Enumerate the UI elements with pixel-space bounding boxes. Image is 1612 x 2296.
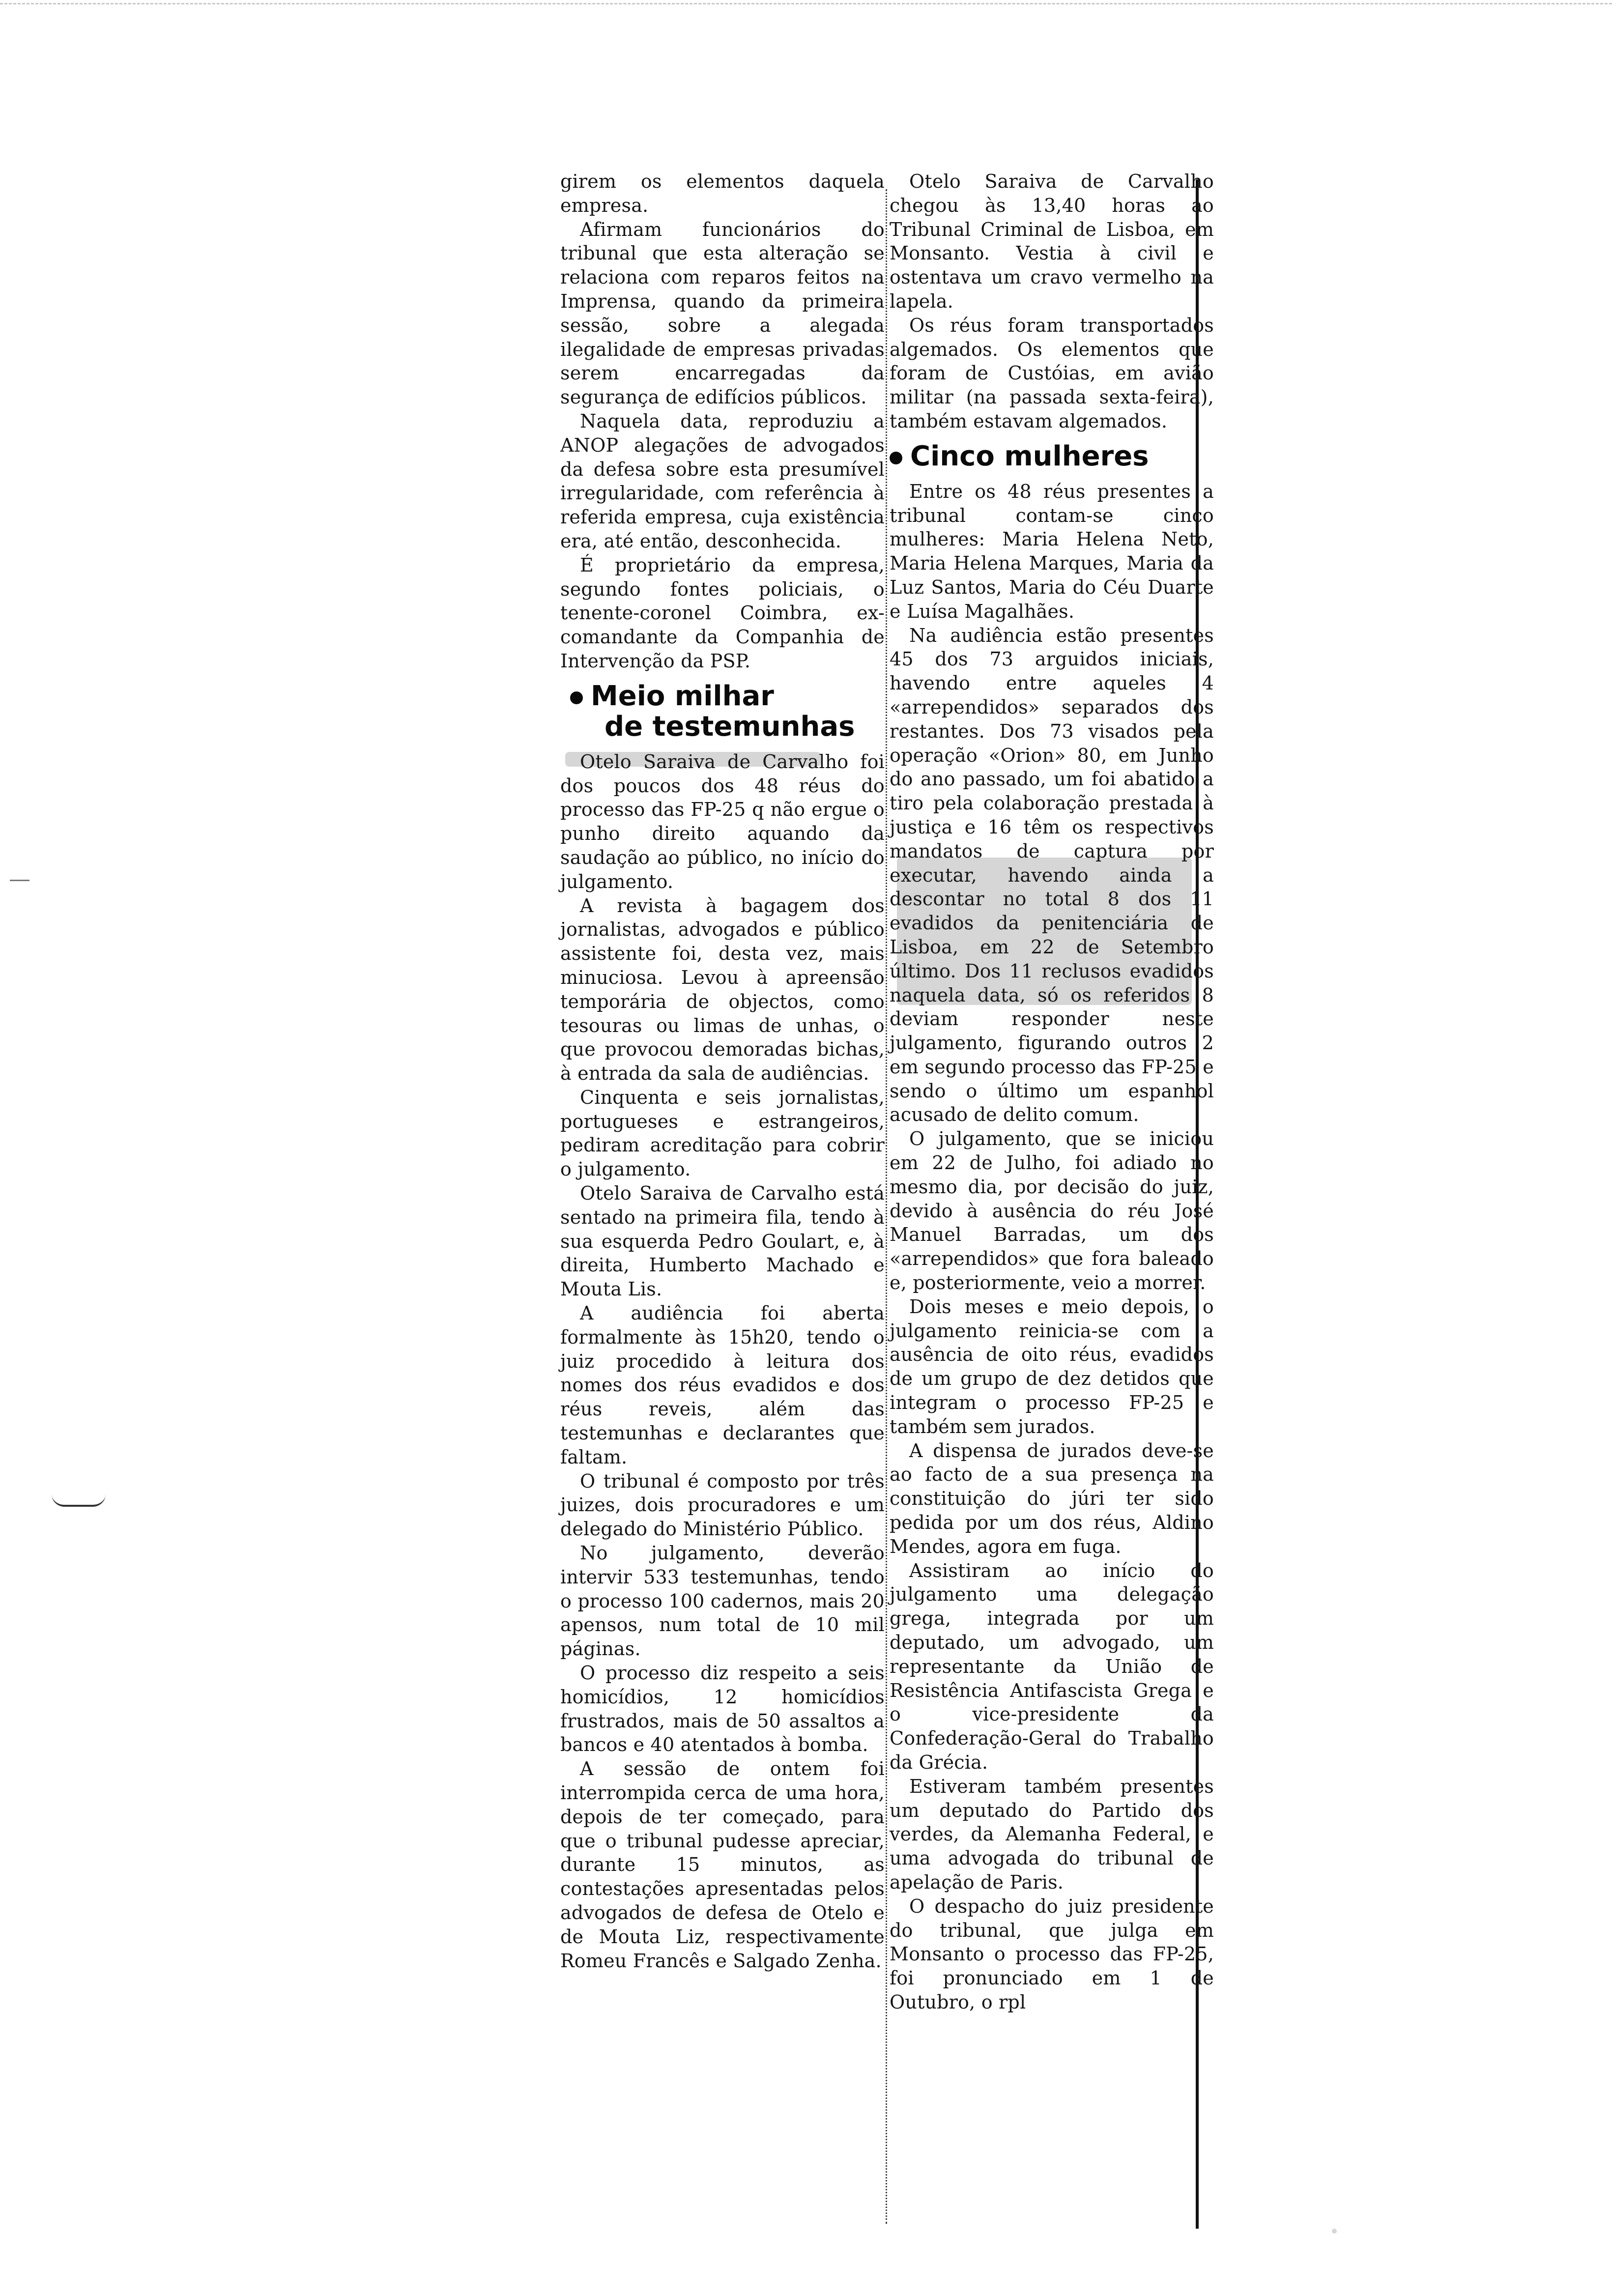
article-paragraph: Dois meses e meio depois, o julgamento reinicia-se com a ausência de oito réus, evadidos de um grupo de dez detidos que integram o processo FP-25 e também sem jurados.: [890, 1295, 1214, 1437]
article-paragraph: Na audiência estão presentes 45 dos 73 arguidos iniciais, havendo entre aqueles 4 «arrependidos» separados dos restantes. Dos 73 visados pela operação «Orion» 80, em Junho do ano passado, um foi abatido a tiro pela colaboração prestada à justiça e 16 têm os respectivos mandatos de captura por executar, havendo ainda a descontar no total 8 dos 11 evadidos da penitenciária de Lisboa, em 22 de Setembro último. Dos 11 reclusos evadidos naquela data, só os referidos 8 deviam responder neste julgamento, figurando outros 2 em segundo processo das FP-25 e sendo o último um espanhol acusado de delito comum.: [890, 624, 1214, 1126]
scan-smudge: [897, 858, 1192, 1005]
scan-smudge: [565, 752, 821, 767]
section-heading-line: Cinco mulheres: [910, 440, 1149, 472]
article-paragraph: É proprietário da empresa, segundo fontes policiais, o tenente-coronel Coimbra, ex-comandante da Companhia de Intervenção da PSP.: [560, 554, 885, 672]
article-paragraph: A revista à bagagem dos jornalistas, advogados e público assistente foi, desta vez, mais minuciosa. Levou à apreensão temporária de objectos, como tesouras ou limas de unhas, o que provocou demoradas bichas, à entrada da sala de audiências.: [560, 894, 885, 1085]
article-paragraph: Estiveram também presentes um deputado do Partido dos verdes, da Alemanha Federal, e uma advogada do tribunal de apelação de Paris.: [890, 1775, 1214, 1893]
article-paragraph: Os réus foram transportados algemados. Os elementos que foram de Custóias, em avião militar (na passada sexta-feira), também estavam algemados.: [890, 314, 1214, 432]
article-paragraph: A sessão de ontem foi interrompida cerca de uma hora, depois de ter começado, para que o tribunal pudesse apreciar, durante 15 minutos, as contestações apresentadas pelos advogados de defesa de Otelo e de Mouta Liz, respectivamente Romeu Francês e Salgado Zenha.: [560, 1758, 885, 1972]
article-paragraph: Cinquenta e seis jornalistas, portugueses e estrangeiros, pediram acreditação para cobrir o julgamento.: [560, 1086, 885, 1180]
article-paragraph: Otelo Saraiva de Carvalho está sentado na primeira fila, tendo à sua esquerda Pedro Goulart, e, à direita, Humberto Machado e Mouta Lis.: [560, 1182, 885, 1300]
section-heading: [560, 681, 885, 742]
scan-edge-line: [0, 3, 1612, 4]
article-paragraph: O julgamento, que se iniciou em 22 de Julho, foi adiado no mesmo dia, por decisão do juiz, devido à ausência do réu José Manuel Barradas, um dos «arrependidos» que fora baleado e, posteriormente, veio a morrer.: [890, 1128, 1214, 1294]
article-paragraph: A audiência foi aberta formalmente às 15h20, tendo o juiz procedido à leitura dos nomes dos réus evadidos e dos réus reveis, além das testemunhas e declarantes que faltam.: [560, 1302, 885, 1468]
article-paragraph: O processo diz respeito a seis homicídios, 12 homicídios frustrados, mais de 50 assaltos a bancos e 40 atentados à bomba.: [560, 1662, 885, 1756]
newspaper-clipping: [536, 170, 1214, 2248]
section-heading: [890, 441, 1214, 472]
article-paragraph: Assistiram ao início do julgamento uma delegação grega, integrada por um deputado, um advogado, um representante da União de Resistência Antifascista Grega e o vice-presidente da Confederação-Geral do Trabalho da Grécia.: [890, 1559, 1214, 1773]
article-paragraph: O despacho do juiz presidente do tribunal, que julga em Monsanto o processo das FP-25, foi pronunciado em 1 de Outubro, o rpl: [890, 1895, 1214, 2013]
article-paragraph: Entre os 48 réus presentes a tribunal contam-se cinco mulheres: Maria Helena Neto, Maria Helena Marques, Maria da Luz Santos, Maria do Céu Duarte e Luísa Magalhães.: [890, 480, 1214, 622]
bullet-icon: [890, 452, 902, 464]
column-divider: [886, 189, 887, 2224]
article-paragraph: Otelo Saraiva de Carvalho foi dos poucos dos 48 réus do processo das FP-25 q não ergue o punho direito aquando da saudação ao público, no início do julgamento.: [560, 750, 885, 892]
article-paragraph: girem os elementos daquela empresa.: [560, 171, 885, 216]
bullet-icon: [570, 691, 583, 704]
article-left-column: [560, 170, 885, 1973]
section-heading-line: de testemunhas: [604, 710, 855, 743]
article-right-column: [890, 170, 1214, 2014]
article-paragraph: O tribunal é composto por três juizes, dois procuradores e um delegado do Ministério Público.: [560, 1470, 885, 1540]
scan-mark-curve: [52, 1494, 106, 1507]
article-paragraph: A dispensa de jurados deve-se ao facto de a sua presença na constituição do júri ter sido pedida por um dos réus, Aldino Mendes, agora em fuga.: [890, 1439, 1214, 1557]
article-paragraph: Naquela data, reproduziu a ANOP alegações de advogados da defesa sobre esta presumível irregularidade, com referência à referida empresa, cuja existência era, até então, desconhecida.: [560, 410, 885, 552]
scan-smudge: [1332, 2229, 1337, 2234]
article-paragraph: Otelo Saraiva de Carvalho chegou às 13,40 horas ao Tribunal Criminal de Lisboa, em Monsanto. Vestia à civil e ostentava um cravo vermelho na lapela.: [890, 171, 1214, 312]
article-paragraph: No julgamento, deverão intervir 533 testemunhas, tendo o processo 100 cadernos, mais 20 apensos, num total de 10 mil páginas.: [560, 1542, 885, 1660]
section-heading-line: Meio milhar: [591, 680, 774, 712]
article-paragraph: Afirmam funcionários do tribunal que esta alteração se relaciona com reparos feitos na Imprensa, quando da primeira sessão, sobre a alegada ilegalidade de empresas privadas serem encarregadas da segurança de edifícios públicos.: [560, 218, 885, 408]
scan-mark: [10, 880, 29, 887]
